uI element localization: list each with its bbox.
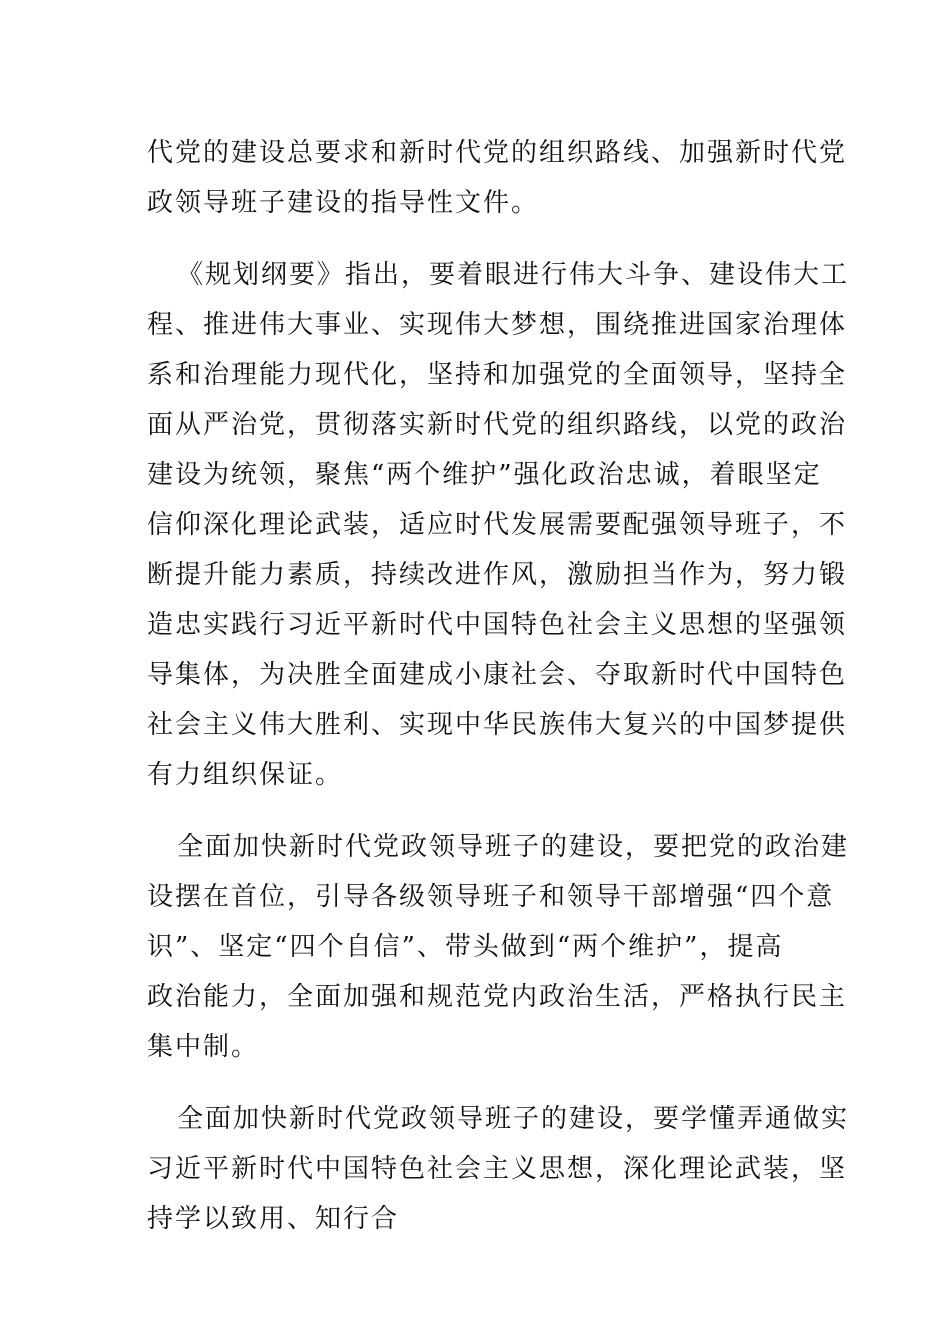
text-line: 持学以致用、知行合 xyxy=(147,1204,400,1234)
text-line: 政领导班子建设的指导性文件。 xyxy=(147,188,540,218)
text-line: 代党的建设总要求和新时代党的组织路线、加强新时代党 xyxy=(147,138,848,168)
text-line: 《规划纲要》指出，要着眼进行伟大斗争、建设伟大工 xyxy=(177,260,850,290)
paragraph xyxy=(147,250,850,800)
text-line: 全面加快新时代党政领导班子的建设，要学懂弄通做实 xyxy=(177,1104,850,1134)
text-line: 断提升能力素质，持续改进作风，激励担当作为，努力锻 xyxy=(147,560,848,590)
text-line: 信仰深化理论武装，适应时代发展需要配强领导班子，不 xyxy=(147,510,848,540)
paragraph xyxy=(147,1094,850,1244)
text-line: 识”、坚定“四个自信”、带头做到“两个维护”，提高 xyxy=(147,932,784,962)
text-line: 社会主义伟大胜利、实现中华民族伟大复兴的中国梦提供 xyxy=(147,710,848,740)
text-line: 设摆在首位，引导各级领导班子和领导干部增强“四个意 xyxy=(147,882,835,912)
paragraph xyxy=(147,822,850,1072)
text-line: 全面加快新时代党政领导班子的建设，要把党的政治建 xyxy=(177,832,850,862)
paragraph xyxy=(147,128,848,228)
text-line: 集中制。 xyxy=(147,1032,260,1062)
text-line: 程、推进伟大事业、实现伟大梦想，围绕推进国家治理体 xyxy=(147,310,848,340)
document-body xyxy=(147,128,850,1244)
text-line: 导集体，为决胜全面建成小康社会、夺取新时代中国特色 xyxy=(147,660,848,690)
text-line: 系和治理能力现代化，坚持和加强党的全面领导，坚持全 xyxy=(147,360,848,390)
text-line: 造忠实践行习近平新时代中国特色社会主义思想的坚强领 xyxy=(147,610,848,640)
text-line: 习近平新时代中国特色社会主义思想，深化理论武装，坚 xyxy=(147,1154,848,1184)
text-line: 建设为统领，聚焦“两个维护”强化政治忠诚，着眼坚定 xyxy=(147,460,822,490)
text-line: 有力组织保证。 xyxy=(147,760,344,790)
text-line: 面从严治党，贯彻落实新时代党的组织路线，以党的政治 xyxy=(147,410,848,440)
text-line: 政治能力，全面加强和规范党内政治生活，严格执行民主 xyxy=(147,982,848,1012)
